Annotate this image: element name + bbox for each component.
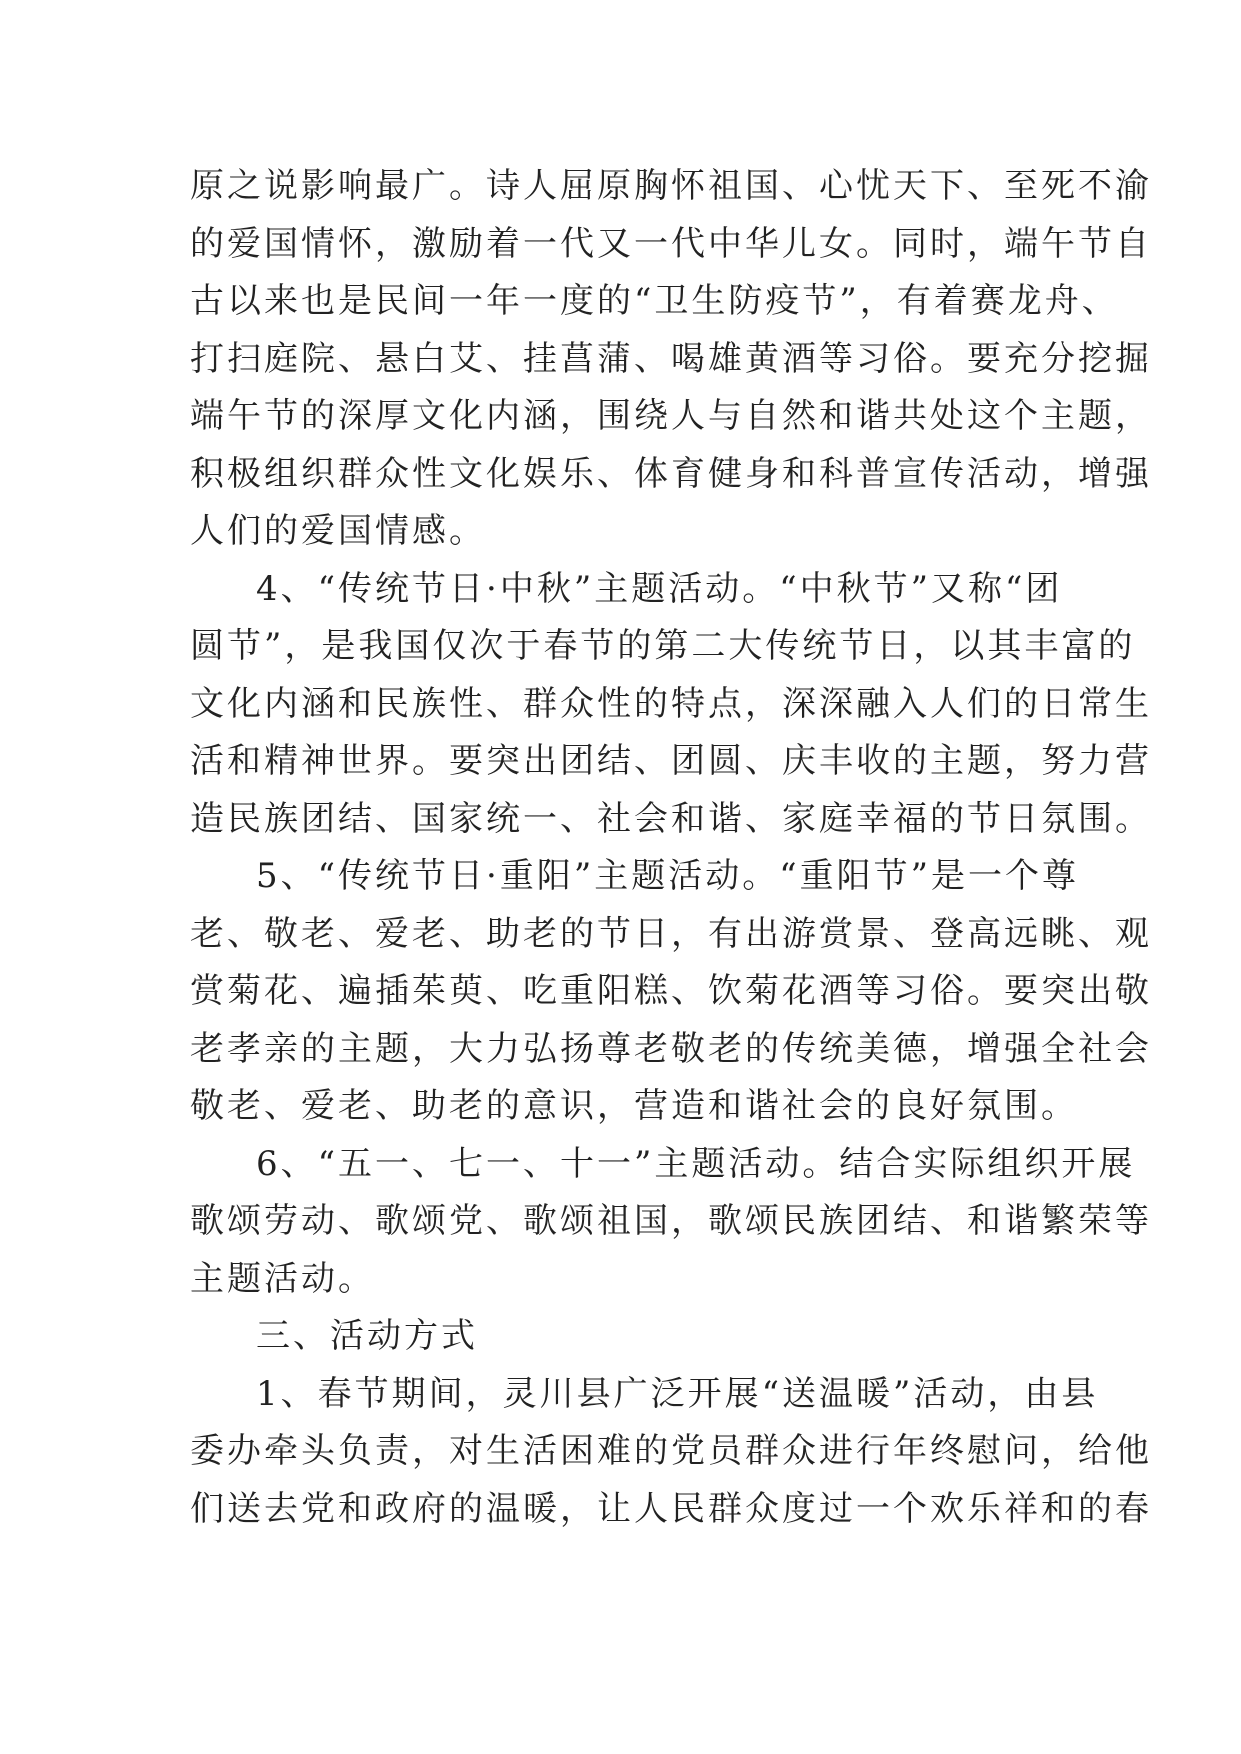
text-line: 活和精神世界。要突出团结、团圆、庆丰收的主题，努力营 bbox=[190, 741, 1152, 781]
text-line: 歌颂劳动、歌颂党、歌颂祖国，歌颂民族团结、和谐繁荣等 bbox=[190, 1201, 1152, 1241]
body-text bbox=[190, 158, 1152, 1538]
text-line: 三、活动方式 bbox=[256, 1316, 478, 1356]
text-line: 原之说影响最广。诗人屈原胸怀祖国、心忧天下、至死不渝 bbox=[190, 166, 1152, 206]
text-line: 主题活动。 bbox=[190, 1258, 375, 1299]
text-line: 积极组织群众性文化娱乐、体育健身和科普宣传活动，增强 bbox=[190, 453, 1152, 494]
text-line: 文化内涵和民族性、群众性的特点，深深融入人们的日常生 bbox=[190, 683, 1152, 724]
text-line: 古以来也是民间一年一度的“卫生防疫节”，有着赛龙舟、 bbox=[190, 281, 1119, 321]
text-line: 4、“传统节日·中秋”主题活动。“中秋节”又称“团 bbox=[256, 568, 1063, 609]
text-line: 5、“传统节日·重阳”主题活动。“重阳节”是一个尊 bbox=[256, 856, 1079, 896]
text-line: 造民族团结、国家统一、社会和谐、家庭幸福的节日氛围。 bbox=[190, 798, 1152, 839]
text-line: 老、敬老、爱老、助老的节日，有出游赏景、登高远眺、观 bbox=[190, 913, 1152, 954]
text-line: 委办牵头负责，对生活困难的党员群众进行年终慰问，给他 bbox=[190, 1431, 1152, 1471]
text-line: 圆节”，是我国仅次于春节的第二大传统节日，以其丰富的 bbox=[190, 626, 1136, 666]
text-line: 打扫庭院、悬白艾、挂菖蒲、喝雄黄酒等习俗。要充分挖掘 bbox=[190, 338, 1152, 379]
text-line: 赏菊花、遍插茱萸、吃重阳糕、饮菊花酒等习俗。要突出敬 bbox=[190, 971, 1152, 1011]
text-line: 人们的爱国情感。 bbox=[190, 511, 486, 551]
text-line: 6、“五一、七一、十一”主题活动。结合实际组织开展 bbox=[256, 1143, 1136, 1184]
text-line: 端午节的深厚文化内涵，围绕人与自然和谐共处这个主题， bbox=[190, 396, 1152, 436]
text-line: 老孝亲的主题，大力弘扬尊老敬老的传统美德，增强全社会 bbox=[190, 1028, 1152, 1069]
text-line: 1、春节期间，灵川县广泛开展“送温暖”活动，由县 bbox=[256, 1373, 1099, 1414]
text-line: 们送去党和政府的温暖，让人民群众度过一个欢乐祥和的春 bbox=[190, 1488, 1152, 1529]
text-line: 的爱国情怀，激励着一代又一代中华儿女。同时，端午节自 bbox=[190, 223, 1152, 264]
text-line: 敬老、爱老、助老的意识，营造和谐社会的良好氛围。 bbox=[190, 1086, 1078, 1126]
